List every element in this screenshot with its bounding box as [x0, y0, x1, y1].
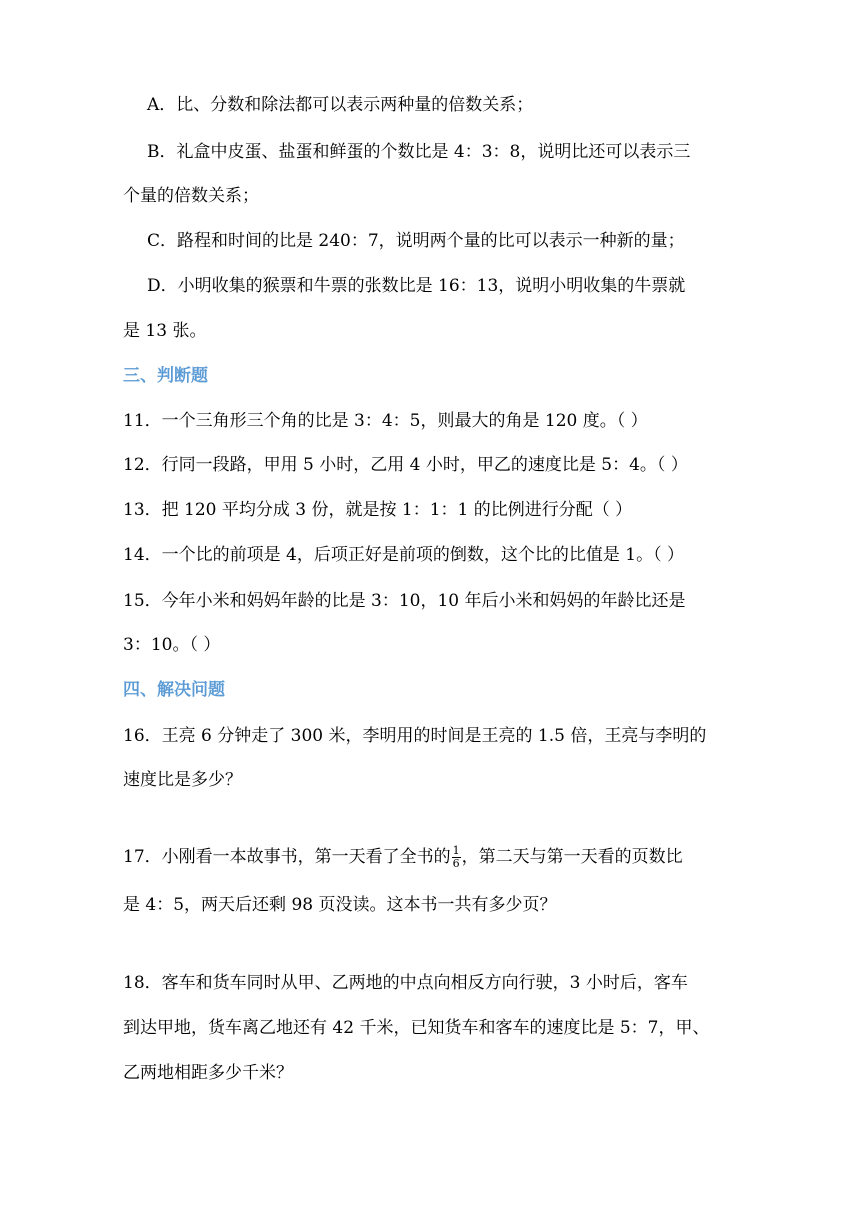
- question-15-line1: 15．今年小米和妈妈年龄的比是 3：10，10 年后小米和妈妈的年龄比还是: [123, 591, 686, 611]
- question-16-line2: 速度比是多少？: [123, 770, 242, 790]
- section-title-judge: 三、判断题: [123, 366, 208, 386]
- question-18-line3: 乙两地相距多少千米？: [123, 1063, 293, 1083]
- question-18-line1: 18．客车和货车同时从甲、乙两地的中点向相反方向行驶，3 小时后，客车: [123, 973, 688, 993]
- question-18-line2: 到达甲地，货车离乙地还有 42 千米，已知货车和客车的速度比是 5：7，甲、: [123, 1018, 710, 1038]
- question-17-line2: 是 4：5，两天后还剩 98 页没读。这本书一共有多少页？: [123, 895, 557, 915]
- option-b-line1: B．礼盒中皮蛋、盐蛋和鲜蛋的个数比是 4：3：8，说明比还可以表示三: [147, 142, 691, 162]
- question-17-text-b: ，第二天与第一天看的页数比: [461, 847, 683, 867]
- question-17-text-a: 17．小刚看一本故事书，第一天看了全书的: [123, 847, 451, 867]
- fraction-denominator: 6: [452, 857, 460, 870]
- question-16-line1: 16．王亮 6 分钟走了 300 米，李明用的时间是王亮的 1.5 倍，王亮与李明的: [123, 726, 707, 746]
- question-12: 12．行同一段路，甲用 5 小时，乙用 4 小时，甲乙的速度比是 5：4。（ ）: [123, 455, 688, 475]
- option-d-line2: 是 13 张。: [123, 321, 207, 341]
- question-11: 11．一个三角形三个角的比是 3：4：5，则最大的角是 120 度。（ ）: [123, 411, 648, 431]
- option-d-line1: D．小明收集的猴票和牛票的张数比是 16：13，说明小明收集的牛票就: [147, 276, 686, 296]
- option-c: C．路程和时间的比是 240：7，说明两个量的比可以表示一种新的量；: [147, 231, 685, 251]
- option-a: A．比、分数和除法都可以表示两种量的倍数关系；: [147, 95, 534, 115]
- fraction-numerator: 1: [452, 844, 460, 857]
- question-17-line1: [123, 845, 683, 870]
- question-13: 13．把 120 平均分成 3 份，就是按 1：1：1 的比例进行分配（ ）: [123, 500, 633, 520]
- question-14: 14．一个比的前项是 4，后项正好是前项的倒数，这个比的比值是 1。（ ）: [123, 545, 684, 565]
- question-15-line2: 3：10。（ ）: [123, 635, 221, 655]
- option-b-line2: 个量的倍数关系；: [123, 186, 259, 206]
- section-title-solve: 四、解决问题: [123, 680, 225, 700]
- fraction-one-sixth: [452, 845, 461, 870]
